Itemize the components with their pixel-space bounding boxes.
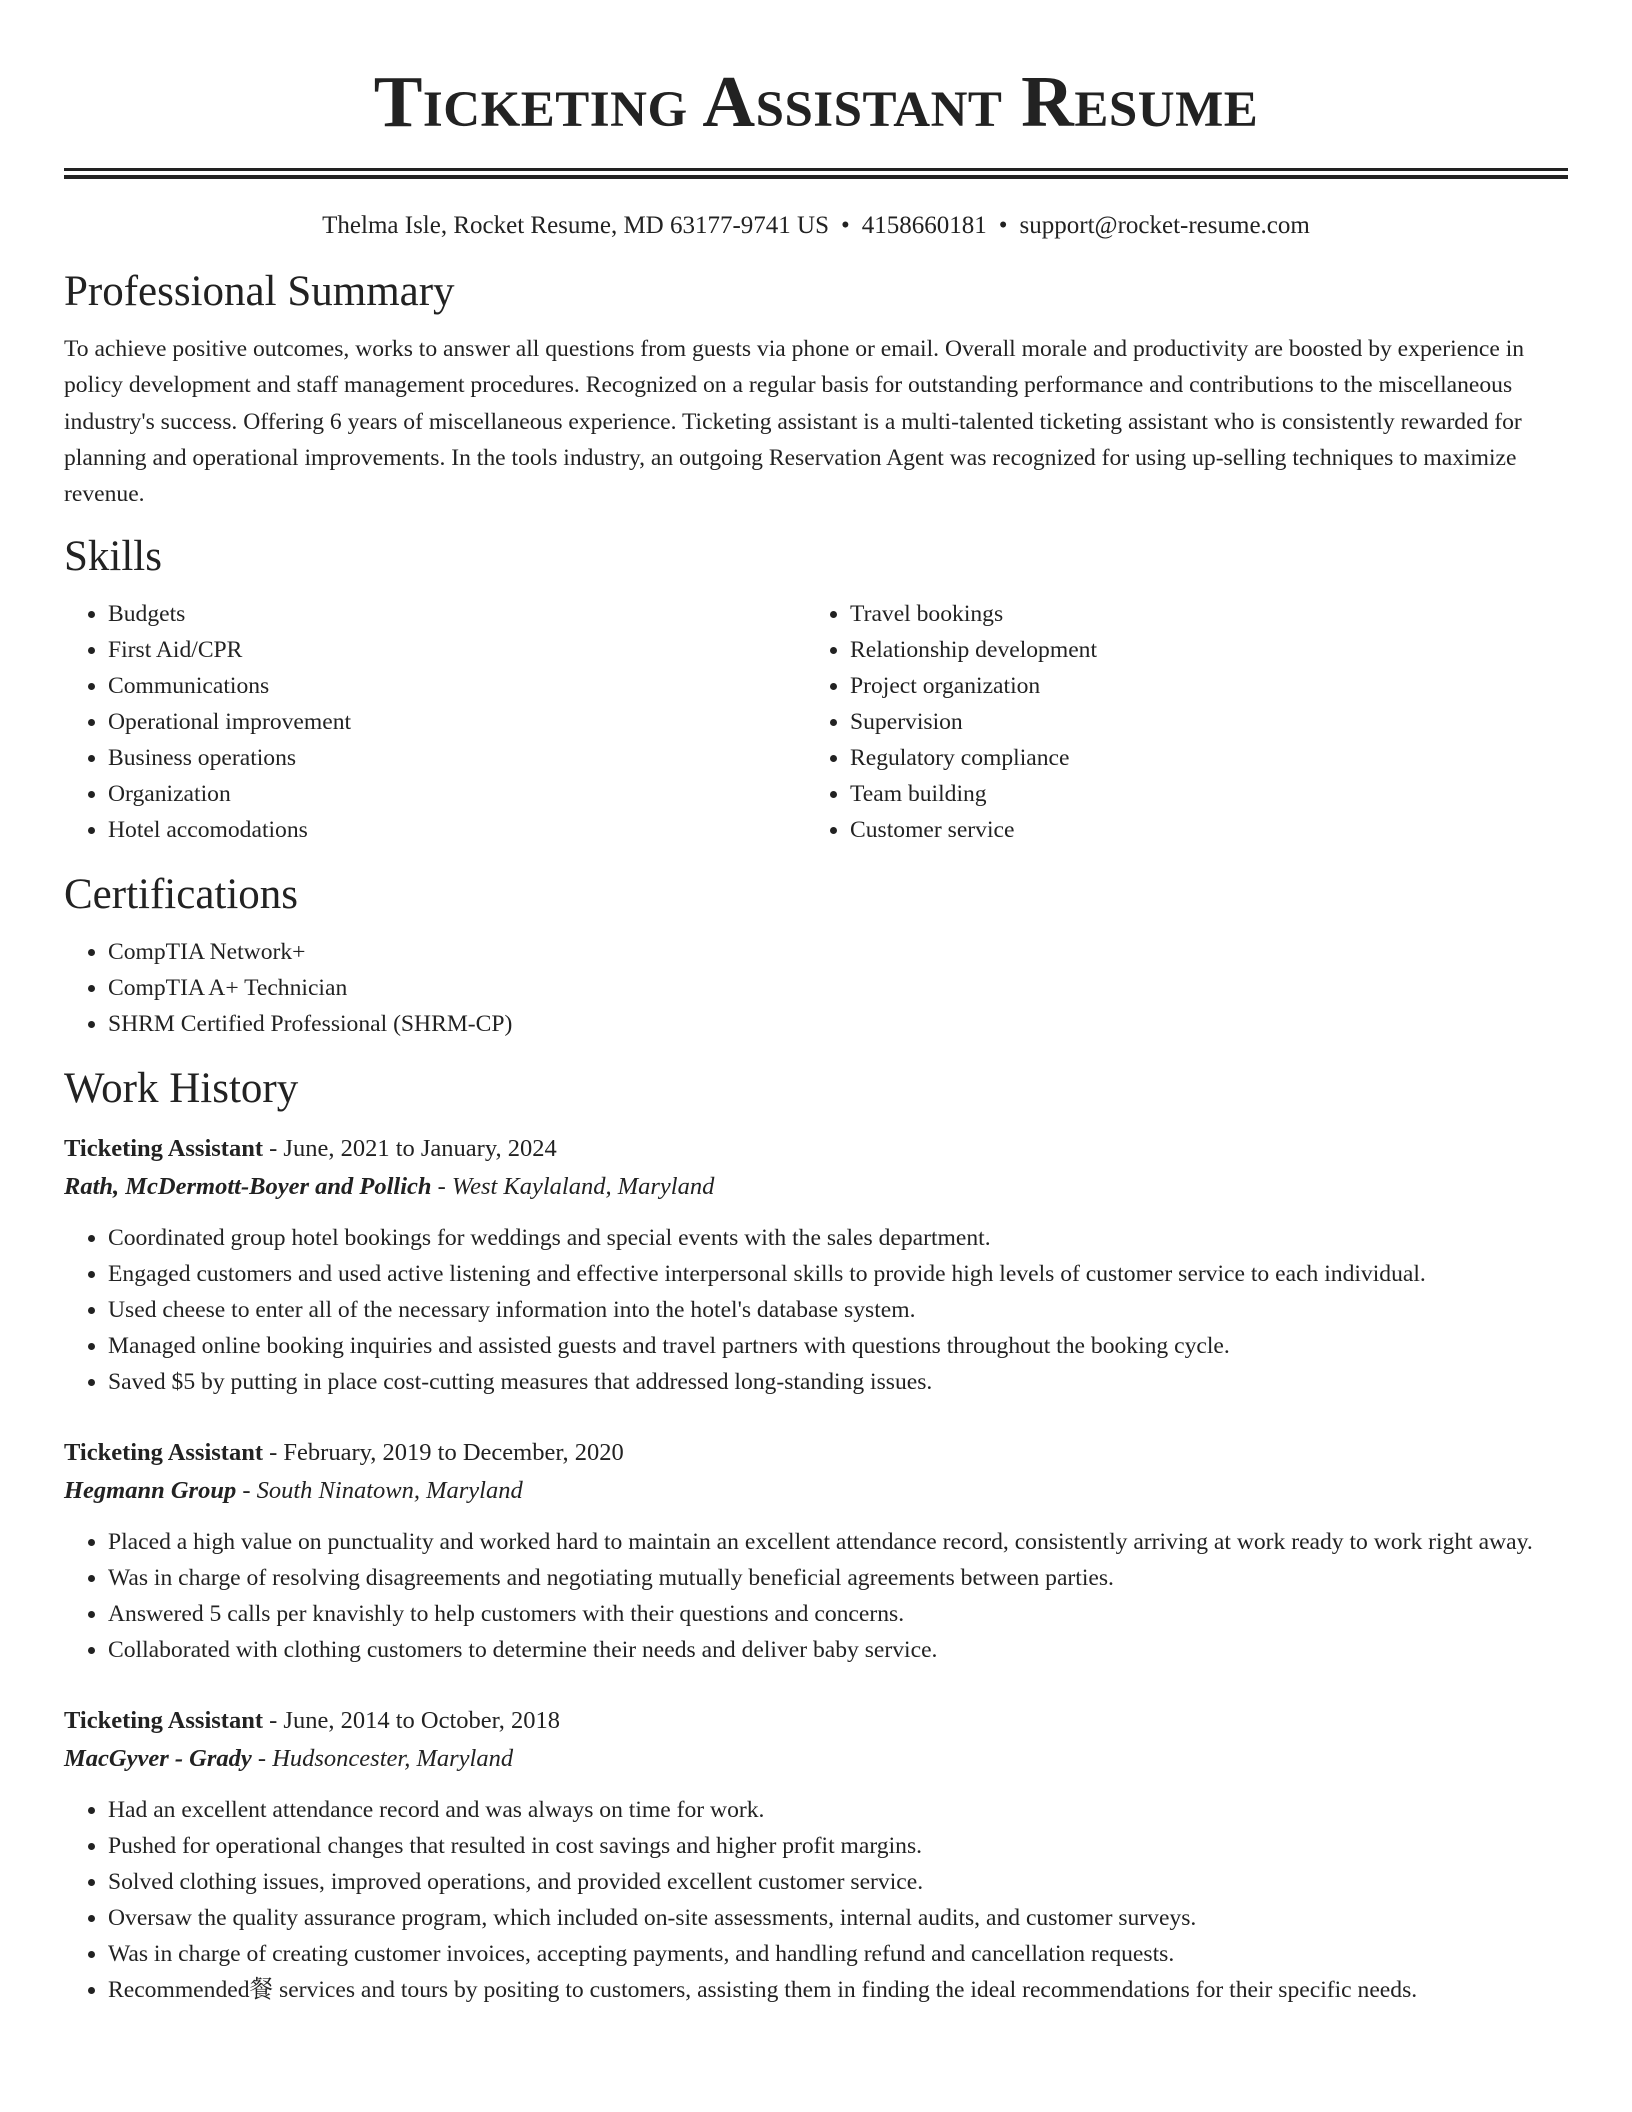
skill-item: • Project organization [850, 668, 1548, 704]
skill-item: • First Aid/CPR [108, 632, 806, 668]
contact-address: Thelma Isle, Rocket Resume, MD 63177-9741 US [322, 212, 830, 239]
job-bullet: • Answered 5 calls per knavishly to help customers with their questions and concerns. [108, 1596, 1568, 1632]
skill-item: • Travel bookings [850, 596, 1548, 632]
certifications-heading: Certifications [64, 871, 299, 919]
skill-item: • Customer service [850, 812, 1548, 848]
skill-item: • Budgets [108, 596, 806, 632]
job-bullet: • Had an excellent attendance record and was always on time for work. [108, 1792, 1568, 1828]
skill-item: • Hotel accomodations [108, 812, 806, 848]
summary-heading: Professional Summary [64, 268, 455, 315]
certification-item: • CompTIA A+ Technician [108, 970, 1568, 1006]
skills-columns [64, 596, 1568, 848]
job-title-line [64, 1130, 1568, 1168]
job-bullet: • Placed a high value on punctuality and worked hard to maintain an excellent attendance record, consistently arriving at work ready to work right away. [108, 1524, 1568, 1560]
job-title-line [64, 1702, 1568, 1740]
resume-page [64, 0, 1568, 2008]
title-divider [64, 168, 1568, 179]
skill-item: • Organization [108, 776, 806, 812]
job-title: Ticketing Assistant [64, 1135, 263, 1163]
job-bullet: • Was in charge of resolving disagreements and negotiating mutually beneficial agreements between parties. [108, 1560, 1568, 1596]
job-company: Rath, McDermott-Boyer and Pollich [64, 1173, 432, 1201]
job-company-line [64, 1168, 1568, 1206]
resume-title: Ticketing Assistant Resume [373, 61, 1259, 142]
work-history-heading: Work History [64, 1065, 299, 1113]
job-company-line [64, 1472, 1568, 1510]
job-bullet: • Collaborated with clothing customers to determine their needs and deliver baby service. [108, 1632, 1568, 1668]
skills-column-left [64, 596, 806, 848]
skill-item: • Team building [850, 776, 1548, 812]
job-entry [64, 1434, 1568, 1668]
skill-item: • Regulatory compliance [850, 740, 1548, 776]
skill-item: • Business operations [108, 740, 806, 776]
contact-separator: • [998, 212, 1008, 239]
job-dates: - February, 2019 to December, 2020 [263, 1439, 624, 1467]
job-dates: - June, 2021 to January, 2024 [263, 1135, 557, 1163]
job-location: - South Ninatown, Maryland [236, 1477, 523, 1505]
job-bullet: • Used cheese to enter all of the necessary information into the hotel's database system. [108, 1292, 1568, 1328]
skills-heading: Skills [64, 533, 162, 581]
contact-separator: • [841, 212, 850, 239]
certification-item: • CompTIA Network+ [108, 934, 1568, 970]
certifications-section [64, 868, 1568, 1042]
job-title: Ticketing Assistant [64, 1439, 263, 1467]
summary-section [64, 265, 1568, 512]
job-title: Ticketing Assistant [64, 1707, 263, 1735]
job-bullet: • Oversaw the quality assurance program, which included on-site assessments, internal audits, and customer surveys. [108, 1900, 1568, 1936]
job-bullet: • Coordinated group hotel bookings for weddings and special events with the sales department. [108, 1220, 1568, 1256]
skill-item: • Relationship development [850, 632, 1548, 668]
skills-section [64, 530, 1568, 848]
work-history-section [64, 1062, 1568, 2008]
job-company-line [64, 1740, 1568, 1778]
job-dates: - June, 2014 to October, 2018 [263, 1707, 561, 1735]
job-bullet: • Solved clothing issues, improved operations, and provided excellent customer service. [108, 1864, 1568, 1900]
contact-email: support@rocket-resume.com [1019, 212, 1310, 239]
certification-item: • SHRM Certified Professional (SHRM-CP) [108, 1006, 1568, 1042]
job-company: MacGyver - Grady [64, 1745, 252, 1773]
skills-column-right [806, 596, 1548, 848]
job-entry [64, 1130, 1568, 1400]
summary-text: To achieve positive outcomes, works to answer all questions from guests via phone or email. Overall morale and productivity are boosted by experience in policy development and staff management procedures. Recognized on a regular basis for outstanding performance and contributions to the miscellaneous industry's success. Offering 6 years of miscellaneous experience. Ticketing assistant is a multi-talented ticketing assistant who is consistently rewarded for planning and operational improvements. In the tools industry, an outgoing Reservation Agent was recognized for using up-selling techniques to maximize revenue. [64, 336, 1525, 508]
job-location: - West Kaylaland, Maryland [431, 1173, 715, 1201]
skill-item: • Operational improvement [108, 704, 806, 740]
contact-line [64, 209, 1568, 243]
job-bullet: • Pushed for operational changes that resulted in cost savings and higher profit margins. [108, 1828, 1568, 1864]
job-title-line [64, 1434, 1568, 1472]
job-company: Hegmann Group [64, 1477, 237, 1505]
contact-phone: 4158660181 [861, 212, 987, 239]
job-bullet: • Recommended餐 services and tours by positing to customers, assisting them in finding the ideal recommendations for their specific needs. [108, 1972, 1568, 2008]
job-entry [64, 1702, 1568, 2008]
job-bullet: • Engaged customers and used active listening and effective interpersonal skills to provide high levels of customer service to each individual. [108, 1256, 1568, 1292]
job-bullet: • Was in charge of creating customer invoices, accepting payments, and handling refund and cancellation requests. [108, 1936, 1568, 1972]
skill-item: • Supervision [850, 704, 1548, 740]
skill-item: • Communications [108, 668, 806, 704]
job-location: - Hudsoncester, Maryland [251, 1745, 514, 1773]
job-bullet: • Managed online booking inquiries and assisted guests and travel partners with questions throughout the booking cycle. [108, 1328, 1568, 1364]
job-bullet: • Saved $5 by putting in place cost-cutting measures that addressed long-standing issues. [108, 1364, 1568, 1400]
